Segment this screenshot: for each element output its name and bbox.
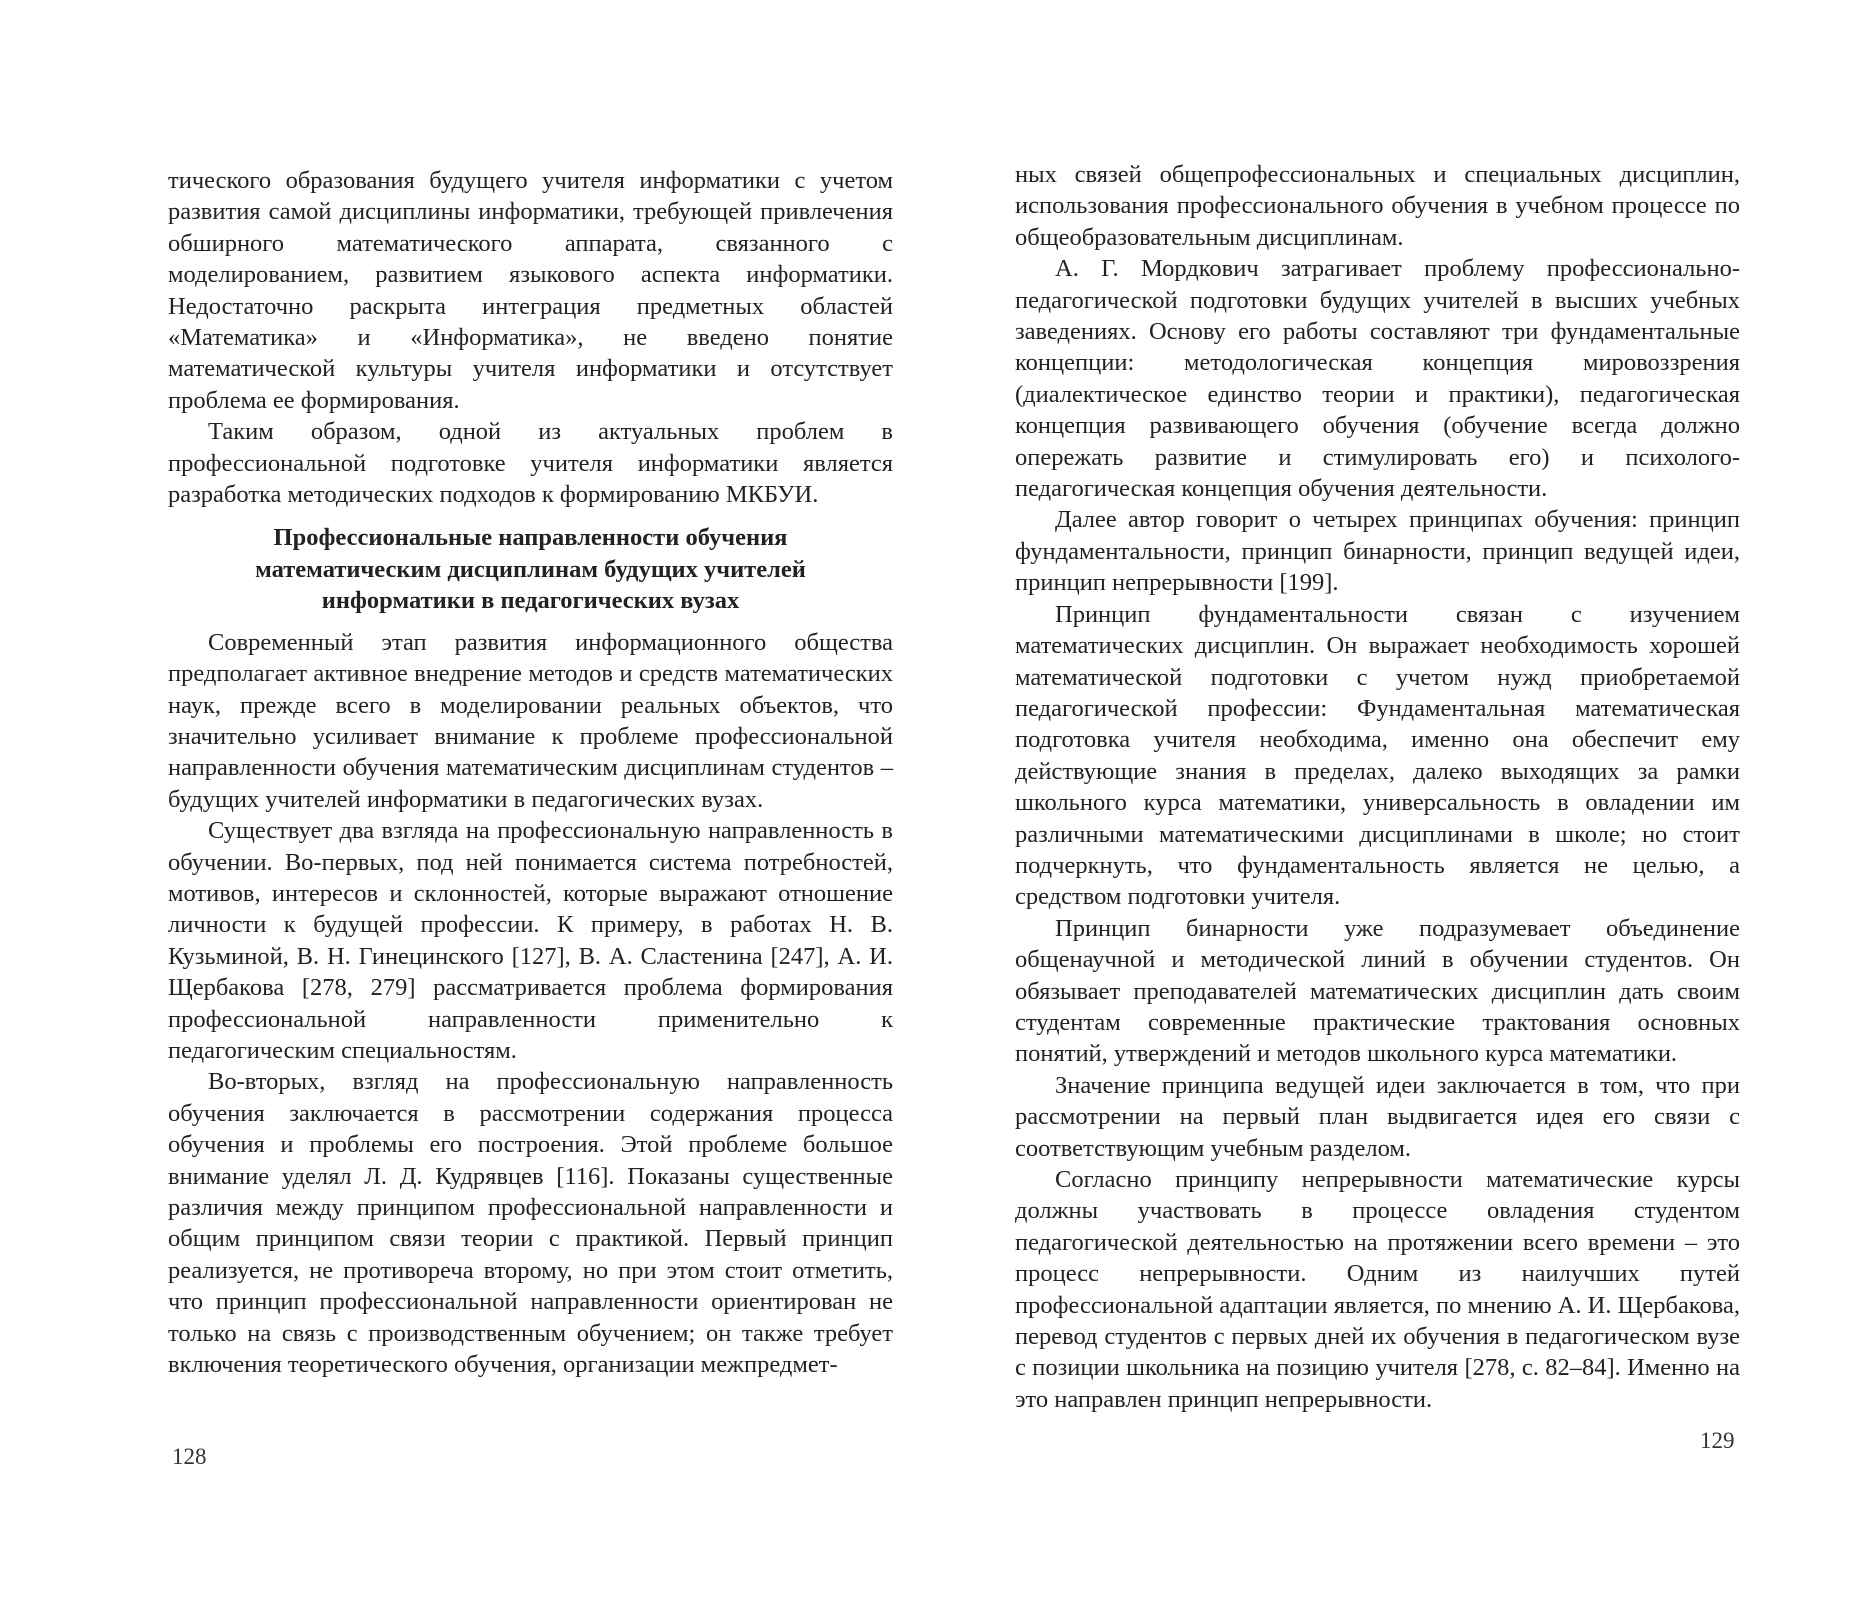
- paragraph: Таким образом, одной из актуальных проблем в профессиональной подготовке учителя информатики является разработка методических подходов к формированию МКБУИ.: [168, 418, 893, 509]
- paragraph: Современный этап развития информационного общества предполагает активное внедрение методов и средств математических наук, прежде всего в моделировании реальных объектов, что значительно усиливает внимание к проблеме профессиональной направленности обучения математическим дисциплинам студентов – будущих учителей информатики в педагогических вузах.: [168, 628, 893, 813]
- paragraph: Принцип бинарности уже подразумевает объединение общенаучной и методической линий в обучении студентов. Он обязывает преподавателей математических дисциплин дать своим студентам современные практические трактования основных понятий, утверждений и методов школьного курса математики.: [1015, 914, 1740, 1068]
- paragraph: Значение принципа ведущей идеи заключается в том, что при рассмотрении на первый план выдвигается идея его связи с соответствующим учебным разделом.: [1015, 1071, 1740, 1162]
- left-page-number: 128: [172, 1444, 207, 1469]
- paragraph: ных связей общепрофессиональных и специальных дисциплин, использования профессионального обучения в учебном процессе по общеобразовательным дисциплинам.: [1015, 161, 1740, 251]
- right-page-number: 129: [1700, 1428, 1735, 1453]
- paragraph: Существует два взгляда на профессиональную направленность в обучении. Во-первых, под ней понимается система потребностей, мотивов, интересов и склонностей, которые выражают отношение личности к будущей профессии. К примеру, в работах Н. В. Кузьминой, В. Н. Гинецинского [127], В. А. Сластенина [247], А. И. Щербакова [278, 279] рассматривается проблема формирования профессиональной направленности применительно к педагогическим специальностям.: [168, 817, 893, 1064]
- book-gutter: [930, 0, 932, 1598]
- paragraph: А. Г. Мордкович затрагивает проблему профессионально-педагогической подготовки будущих учителей в высших учебных заведениях. Основу его работы составляют три фундаментальные концепции: методологическая концепция мировоззрения (диалектическое единство теории и практики), педагогическая концепция развивающего обучения (обучение всегда должно опережать развитие и стимулировать его) и психолого-педагогическая концепция обучения деятельности.: [1015, 255, 1740, 503]
- paragraph: Принцип фундаментальности связан с изучением математических дисциплин. Он выражает необходимость хорошей математической подготовки с учетом нужд приобретаемой педагогической профессии: Фундаментальная математическая подготовка учителя необходима, именно она обеспечит ему действующие знания в пределах, далеко выходящих за рамки школьного курса математики, универсальность в овладении им различными математическими дисциплинами в школе; но стоит подчеркнуть, что фундаментальность является не целью, а средством подготовки учителя.: [1015, 600, 1740, 911]
- paragraph: Далее автор говорит о четырех принципах обучения: принцип фундаментальности, принцип бинарности, принцип ведущей идеи, принцип непрерывности [199].: [1015, 506, 1740, 597]
- left-page: [168, 165, 893, 1485]
- paragraph: Во-вторых, взгляд на профессиональную направленность обучения заключается в рассмотрении содержания процесса обучения и проблемы его построения. Этой проблеме большое внимание уделял Л. Д. Кудрявцев [116]. Показаны существенные различия между принципом профессиональной направленности и общим принципом связи теории с практикой. Первый принцип реализуется, не противореча второму, но при этом стоит отметить, что принцип профессиональной направленности ориентирован не только на связь с производственным обучением; он также требует включения теоретического обучения, организации межпредмет-: [168, 1068, 893, 1379]
- paragraph: Согласно принципу непрерывности математические курсы должны участвовать в процессе овладения студентом педагогической деятельностью на протяжении всего времени – это процесс непрерывности. Одним из наилучших путей профессиональной адаптации является, по мнению А. И. Щербакова, перевод студентов с первых дней их обучения в педагогическом вузе с позиции школьника на позицию учителя [278, с. 82–84]. Именно на это направлен принцип непрерывности.: [1015, 1166, 1740, 1413]
- right-page: [1015, 159, 1740, 1479]
- paragraph: тического образования будущего учителя информатики с учетом развития самой дисциплины информатики, требующей привлечения обширного математического аппарата, связанного с моделированием, развитием языкового аспекта информатики. Недостаточно раскрыта интеграция предметных областей «Математика» и «Информатика», не введено понятие математической культуры учителя информатики и отсутствует проблема ее формирования.: [168, 167, 893, 414]
- section-heading: Профессиональные направленности обучения математическим дисциплинам будущих учителей информатики в педагогических вузах: [255, 524, 806, 615]
